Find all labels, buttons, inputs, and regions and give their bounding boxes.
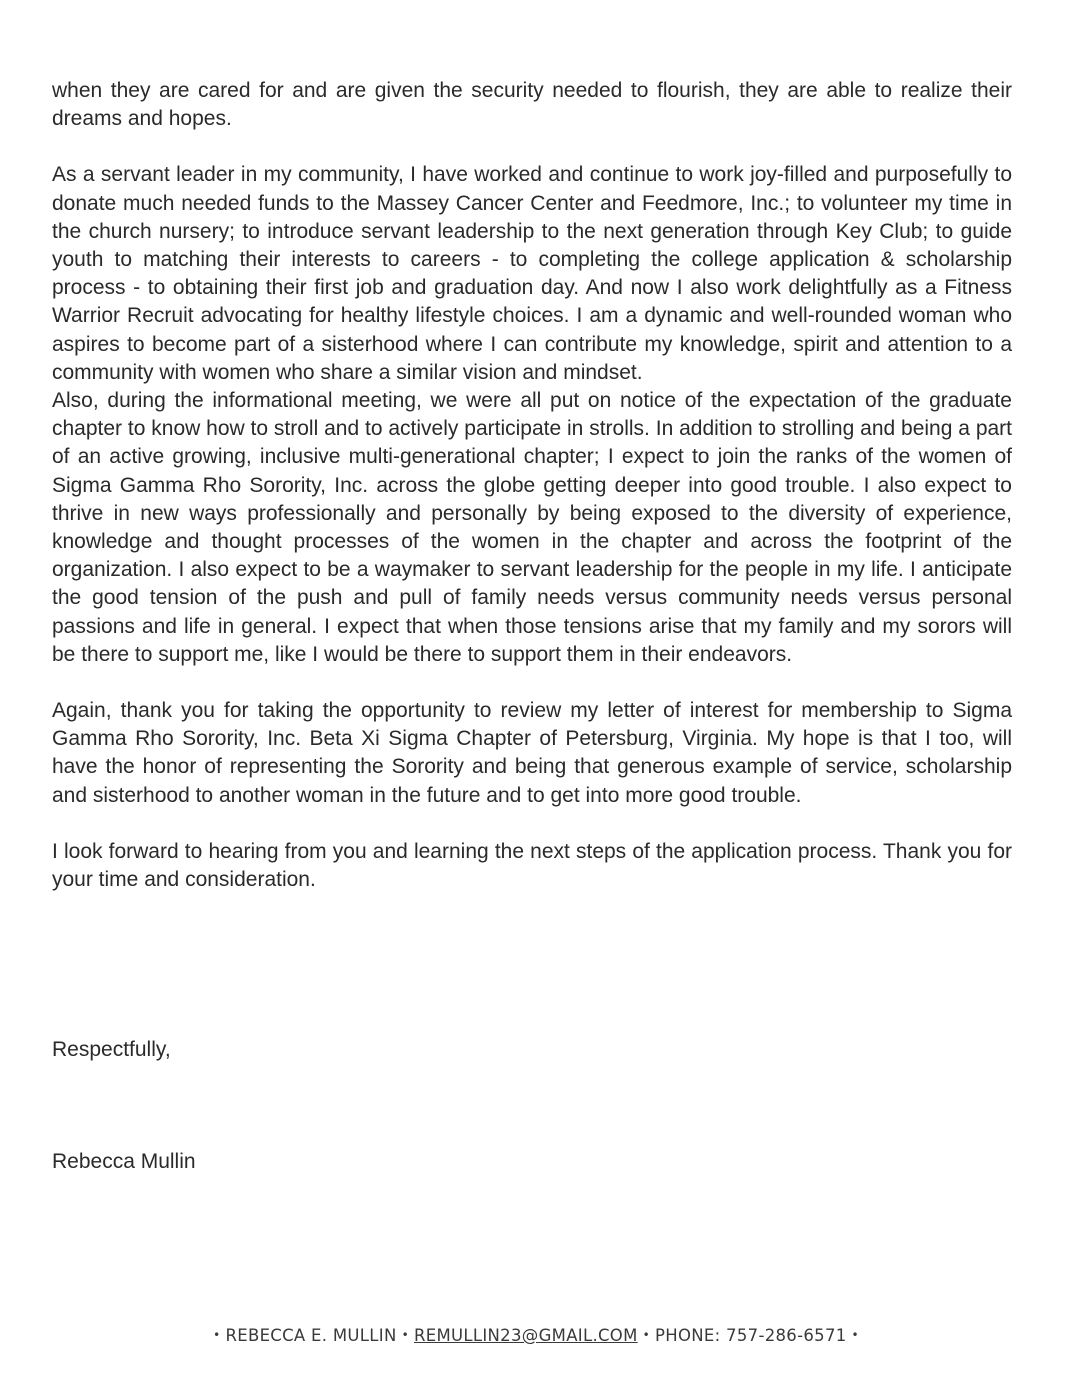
footer-contact [0,1326,1072,1345]
footer-bullet: • [213,1328,221,1342]
paragraph-3: Also, during the informational meeting, we were all put on notice of the expectation of the graduate chapter to know how to stroll and to actively participate in strolls. In addition to strolling and being a part of an active growing, inclusive multi-generational chapter; I expect to join the ranks of the women of Sigma Gamma Rho Sorority, Inc. across the globe getting deeper into good trouble. I also expect to thrive in new ways professionally and personally by being exposed to the diversity of experience, knowledge and thought processes of the women in the chapter and across the footprint of the organization. I also expect to be a waymaker to servant leadership for the people in my life. I anticipate the good tension of the push and pull of family needs versus community needs versus personal passions and life in general. I expect that when those tensions arise that my family and my sorors will be there to support me, like I would be there to support them in their endeavors. [52,389,1012,666]
paragraph-2: As a servant leader in my community, I have worked and continue to work joy-filled and purposefully to donate much needed funds to the Massey Cancer Center and Feedmore, Inc.; to volunteer my time in the church nursery; to introduce servant leadership to the next generation through Key Club; to guide youth to matching their interests to careers - to completing the college application & scholarship process - to obtaining their first job and graduation day. And now I also work delightfully as a Fitness Warrior Recruit advocating for healthy lifestyle choices. I am a dynamic and well-rounded woman who aspires to become part of a sisterhood where I can contribute my knowledge, spirit and attention to a community with women who share a similar vision and mindset. [52,163,1012,384]
paragraph-1: when they are cared for and are given the security needed to flourish, they are able to realize their dreams and hopes. [52,79,1012,131]
footer-bullet: • [642,1328,651,1342]
footer-phone: PHONE: 757-286-6571 [655,1326,847,1345]
closing-salutation: Respectfully, [52,1038,171,1061]
footer-email-link[interactable]: REMULLIN23@GMAIL.COM [413,1326,638,1345]
paragraph-5: I look forward to hearing from you and learning the next steps of the application process. Thank you for your time and consideration. [52,839,1012,892]
footer-bullet: • [851,1328,859,1342]
footer-bullet: • [401,1328,409,1342]
signature-name: Rebecca Mullin [52,1150,196,1173]
paragraph-4: Again, thank you for taking the opportunity to review my letter of interest for membership to Sigma Gamma Rho Sorority, Inc. Beta Xi Sigma Chapter of Petersburg, Virginia. My hope is that I too, will have the honor of representing the Sorority and being that generous example of service, scholarship and sisterhood to another woman in the future and to get into more good trouble. [52,699,1012,807]
letter-body [52,77,1012,894]
footer-name: REBECCA E. MULLIN [225,1326,397,1345]
